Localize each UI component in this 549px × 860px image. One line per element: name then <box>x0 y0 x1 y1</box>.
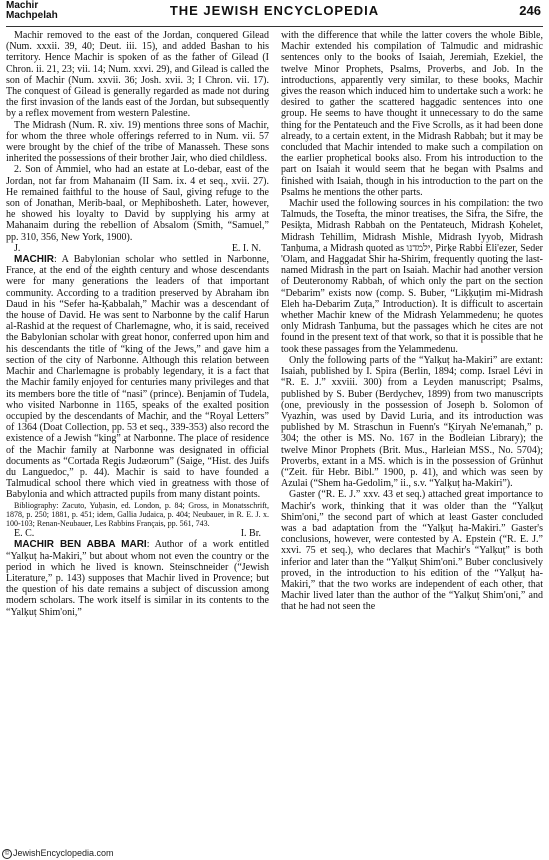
running-head-last: Machpelah <box>6 10 58 21</box>
article-entry <box>6 254 269 500</box>
signature-author: E. I. N. <box>231 242 261 254</box>
article-signature <box>6 528 269 539</box>
article-paragraph: with the difference that while the latter covers the whole Bible, Machir extended his compilation of Talmudic and midrashic sentences only to the books of Isaiah, Jeremiah, Ezekiel, the twelve Minor Prophets, Psalms, Proverbs, and Job. In the introductions, apparently very similar, to these books, Machir gives the reason which induced him to undertake such a work: he desired to gather the scattered haggadic sentences into one group. He seems to have thought it unnecessary to do the same thing for the Pentateuch and the Five Scrolls, as it had been done already, to a certain extent, in the Midrash Rabbah; but it may be concluded that Machir intended to make such a compilation on the earlier prophetical books also. From his introduction to the part on Isaiah it would seem that he began with Psalms and finished with Isaiah, though in his introduction to the part on the Psalms he mentions the other parts. <box>281 30 543 198</box>
left-column <box>6 30 269 845</box>
article-paragraph: The Midrash (Num. R. xiv. 19) mentions three sons of Machir, for whom the three whole offerings referred to in Num. vii. 57 were brought by the chief of the tribe of Manasseh. These sons inherited the possessions of their brother Jair, who died childless. <box>6 119 269 165</box>
entry-headword: MACHIR BEN ABBA MARI <box>14 539 147 551</box>
header-rule <box>6 26 543 27</box>
article-entry <box>6 539 269 617</box>
article-paragraph: Only the following parts of the “Yalḳuṭ ha-Makiri” are extant: Isaiah, published by I. Spira (Berlin, 1894; comp. Israel Lévi in “R. E. J.” xxviii. 300) from a Leyden manuscript; Psalms, published by S. Buber (Berdychev, 1899) from two manuscripts (one, previously in the possession of Joseph b. Solomon of Vyazhin, was used by David Luria, and its introduction was published by M. Straschun in Fuenn's “Ḳiryah Ne'emanah,” p. 304; the other is MS. No. 167 in the Bodleian Library); the twelve Minor Prophets (Brit. Mus., Harleian MSS., No. 5704); Proverbs, extant in a MS. which is in the possession of Grünhut (“Zeit. für Hebr. Bibl.” 1900, p. 41), and which was seen by Azulai (“Shem ha-Gedolim,” ii., s.v. “Yalḳuṭ ha-Makiri”). <box>281 354 543 490</box>
signature-author: I. Br. <box>240 528 261 540</box>
page-footer <box>0 846 202 860</box>
bibliography: Bibliography: Zacuto, Yuḥasin, ed. London, p. 84; Gross, in Monatsschrift, 1878, p. 250; 1881, p. 451; idem, Gallia Judaica, p. 404; Neubauer, in R. E. J. x. 100-103; Renan-Neubauer, Les Rabbins Français, pp. 561, 743. <box>6 500 269 528</box>
signature-category: E. C. <box>14 528 35 540</box>
page-header <box>6 0 543 27</box>
right-column <box>281 30 543 845</box>
article-signature <box>6 243 269 254</box>
copyright-icon: © <box>2 849 12 859</box>
signature-category: J. <box>14 242 21 254</box>
article-paragraph: Gaster (“R. E. J.” xxv. 43 et seq.) attached great importance to Machir's work, thinking that it was older than the “Yalḳuṭ Shim'oni,” the second part of which at least Gaster concluded was a bad adaptation from the “Yalḳuṭ ha-Makiri.” Gaster's conclusions, however, were contested by A. Epstein (“R. E. J.” xxvi. 75 et seq.), who declares that Machir's “Yalḳuṭ” is both inferior and later than the “Yalḳuṭ Shim'oni.” Buber conclusively proved, in the introduction to his edition of the “Yalḳuṭ ha-Makiri,” that the two works are independent of each other, that Machir lived later than the author of the “Yalḳuṭ Shim'oni,” and that he had not seen the <box>281 489 543 613</box>
page-number: 246 <box>519 3 541 18</box>
running-head-first: Machir <box>6 0 39 11</box>
page-title: THE JEWISH ENCYCLOPEDIA <box>169 3 380 18</box>
entry-body: : A Babylonian scholar who settled in Narbonne, France, at the end of the eighth century and whose descendants were for many generations the leaders of that important community. According to a tradition preserved by Abraham ibn Daud in his “Sefer ha-Ḳabbalah,” Machir was a descendant of the house of David. He was sent to Narbonne by the calif Harun al-Rashid at the request of Charlemagne, who, it is said, received the Babylonian scholar with great honor, conferred upon him and his descendants the title of “king of the Jews,” and gave him a section of the city of Narbonne. Although this relation between Machir and Charlemagne is probably legendary, it is a fact that the Machir family enjoyed for centuries many privileges and that its members bore the title of “nasi” (prince). Benjamin of Tudela, who visited Narbonne in 1165, speaks of the exalted position occupied by the descendants of Machir, and the “Royal Letters” of 1364 (Doat Collection, pp. 53 et seq., 339-353) also record the existence of a Jewish “king” at Narbonne. The place of residence of the Machir family at Narbonne was designated in official documents as “Cortada Regis Judæorum” (Saige, “Hist. des Juifs du Languedoc,” p. 44). Machir is said to have founded a Talmudical school there which vied in greatness with those of Babylonia and which attracted pupils from many distant points. <box>6 254 269 501</box>
entry-headword: MACHIR <box>14 254 54 266</box>
article-paragraph: 2. Son of Ammiel, who had an estate at Lo-debar, east of the Jordan, not far from Mahanaim (II Sam. ix. 4 et seq., xvii. 27). He remained faithful to the house of Saul, giving refuge to the son of Jonathan, Merib-baal, or Mephibosheth. Later, however, he showed his loyalty to David by supplying his army at Mahanaim during the rebellion of Absalom (Smith, “Samuel,” pp. 310, 356, New York, 1900). <box>6 164 269 243</box>
article-paragraph: Machir used the following sources in his compilation: the two Talmuds, the Tosefta, the minor treatises, the Sifra, the Sifre, the Pesiḳta, Midrash Rabbah on the Pentateuch, Midrash Ḳohelet, Midrash Tehillim, Midrash Mishle, Midrash Iyyob, Midrash Tanḥuma, a Midrash quoted as ילמדנו, Pirḳe Rabbi Eli'ezer, Seder 'Olam, and Haggadat Shir ha-Shirim, frequently quoting the last-named Midrash in the part on Isaiah. Machir had another version of Deuteronomy Rabbah, of which only the part on the section “Debarim” exists now (comp. S. Buber, “Liḳḳuṭim mi-Midrash Eleh ha-Debarim Zuṭa,” Introduction). It is difficult to ascertain whether Machir knew of the Midrash Yelammedenu; he quotes only Midrash Tanḥuma, but the passages which he cites are not found in the present text of that work, so that it is possible that he took these passages from the Yelammedenu. <box>281 198 543 355</box>
article-paragraph: Machir removed to the east of the Jordan, conquered Gilead (Num. xxxii. 39, 40; Deut. iii. 15), and added Bashan to his territory. Hence Machir is spoken of as the father of Gilead (I Chron. ii. 21, 23; vii. 14; Num. xxvi. 29), and Gilead is called the son of Machir (Num. xxvii. 36; Josh. xvii. 3; I Chron. vii. 17). The conquest of Gilead is generally regarded as made not during the first invasion of the lands east of the Jordan, but subsequently by a reflex movement from western Palestine. <box>6 30 269 120</box>
footer-site[interactable]: JewishEncyclopedia.com <box>13 848 114 858</box>
entry-body: : Author of a work entitled “Yalḳuṭ ha-Makiri,” but about whom not even the country or the period in which he lived is known. Steinschneider (“Jewish Literature,” p. 143) supposes that Machir lived in Provence; but the question of his date remains a subject of discussion among modern scholars. The work itself is similar in its contents to the “Yalḳuṭ Shim'oni,” <box>6 539 269 618</box>
